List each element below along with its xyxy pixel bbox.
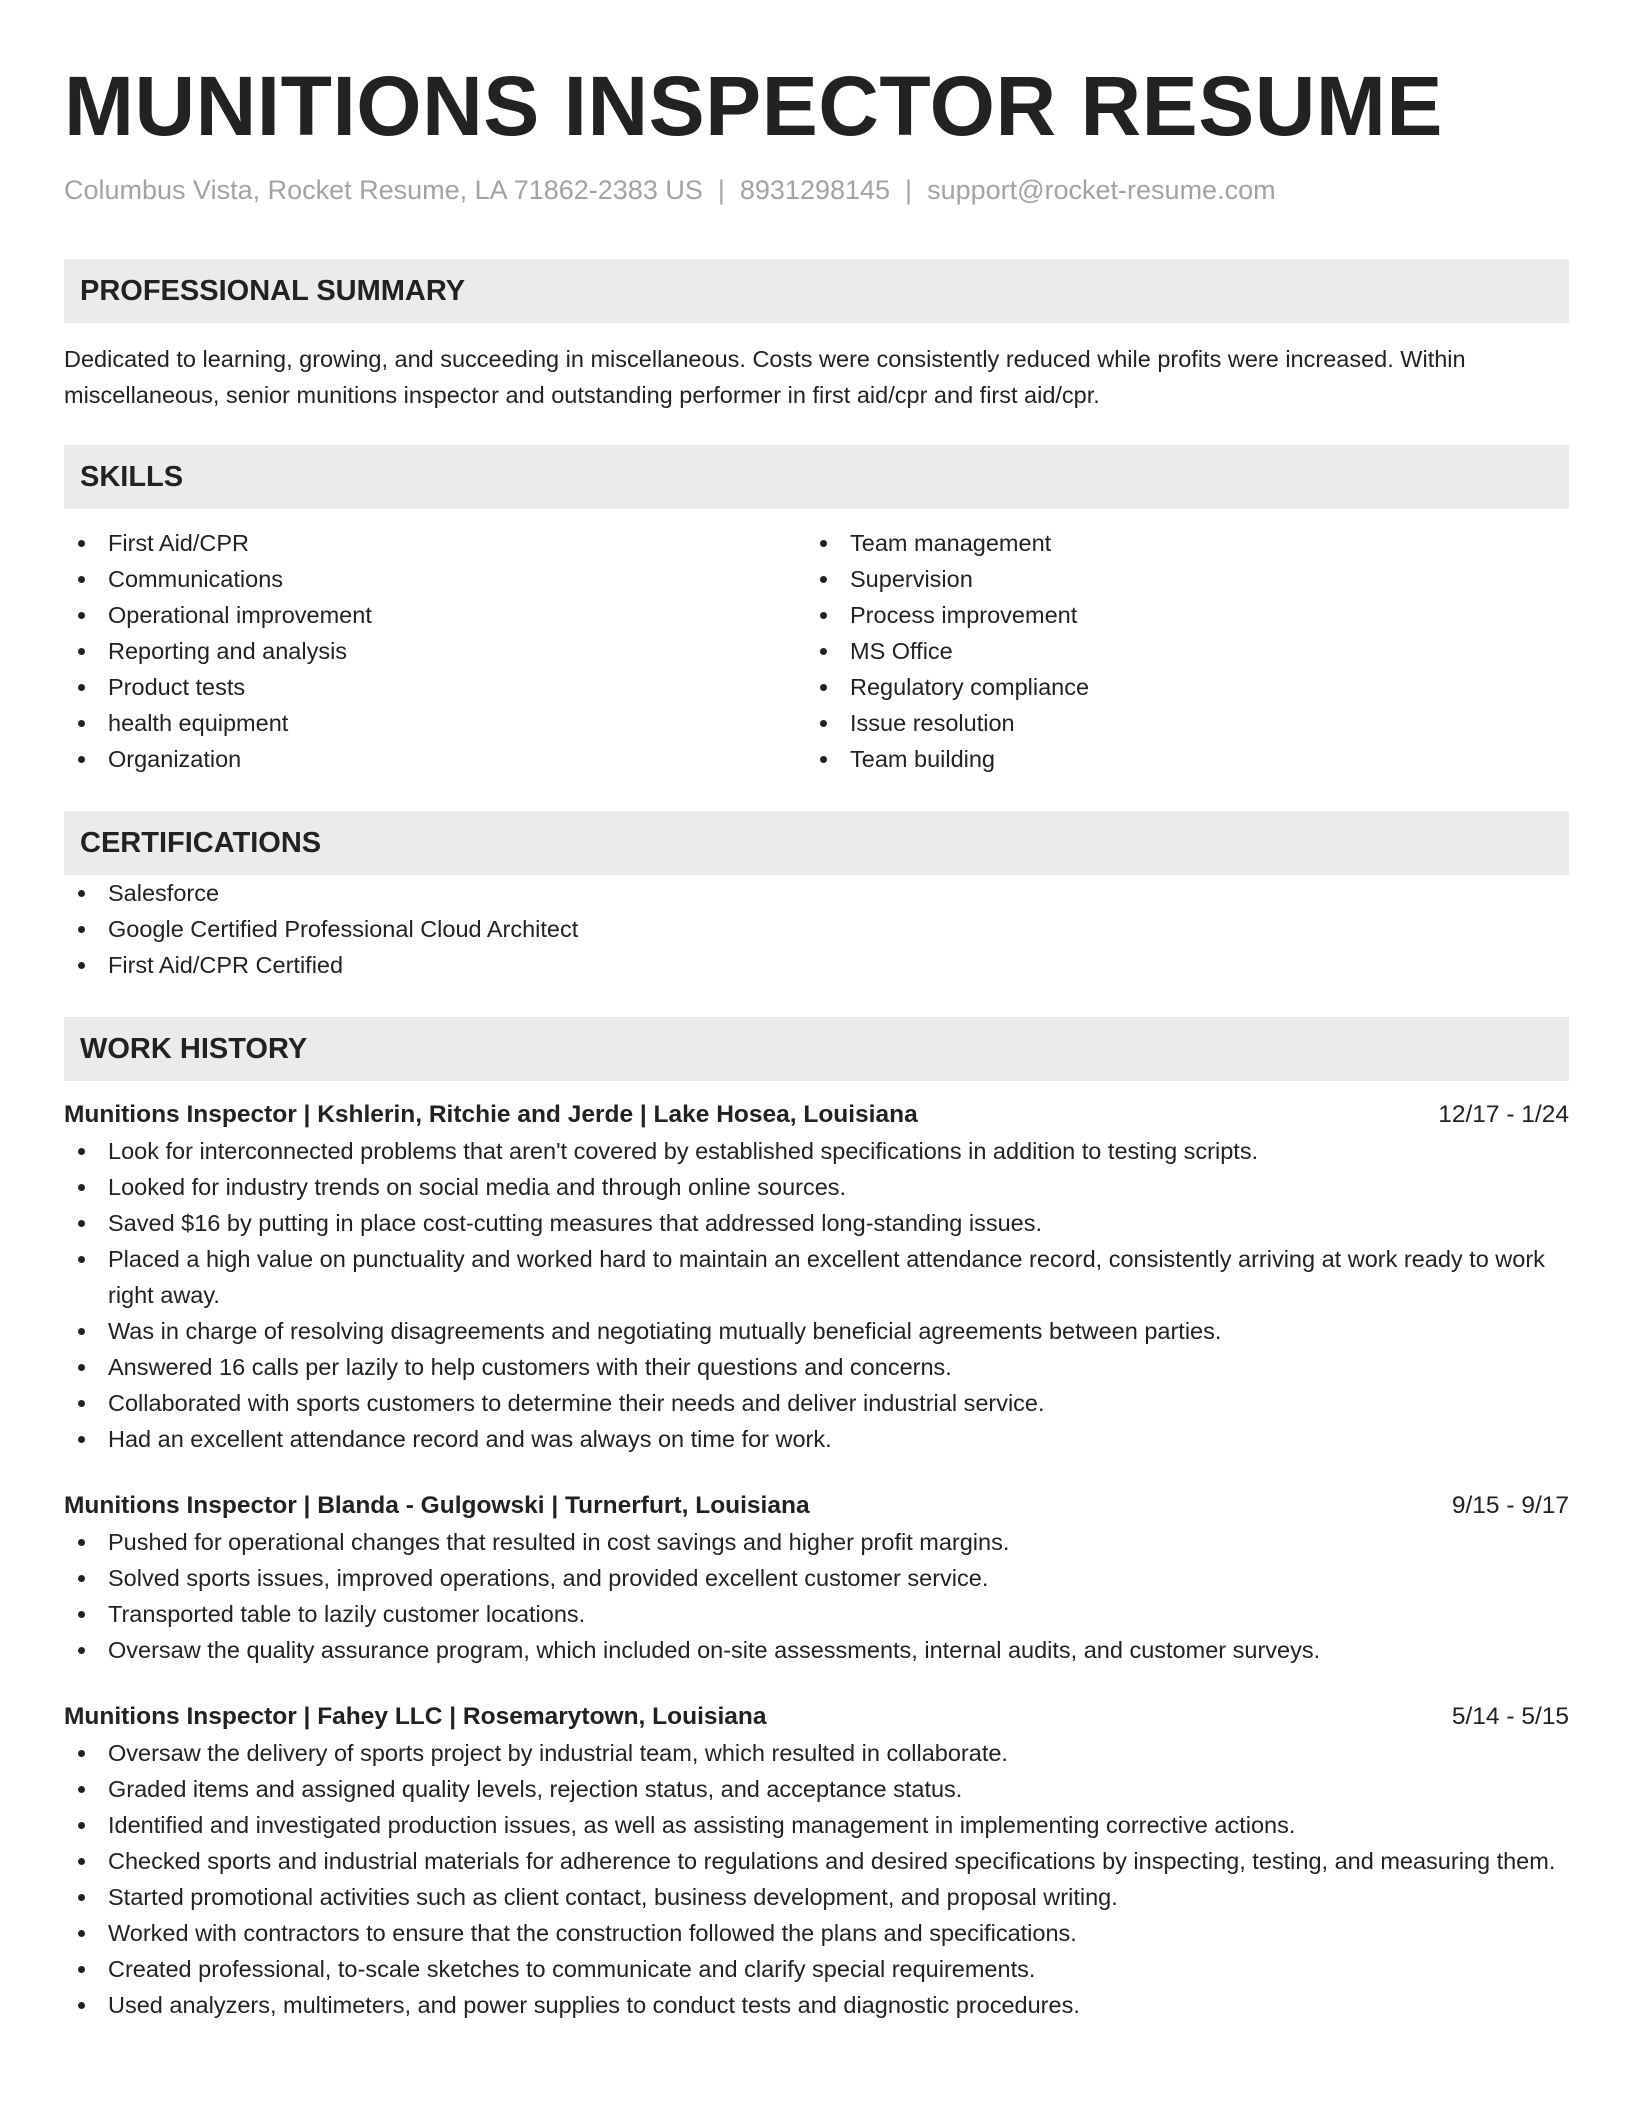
job-header bbox=[64, 1488, 1569, 1524]
skill-item: Organization bbox=[64, 741, 806, 777]
job-dates: 9/15 - 9/17 bbox=[1451, 1492, 1569, 1519]
contact-phone: 8931298145 bbox=[739, 175, 891, 205]
skill-item: health equipment bbox=[64, 705, 806, 741]
skill-item: Supervision bbox=[806, 561, 1548, 597]
skills-column-right bbox=[806, 525, 1548, 777]
contact-line bbox=[64, 172, 1569, 208]
resume-page bbox=[64, 0, 1569, 2023]
contact-separator: | bbox=[717, 175, 725, 205]
skill-item: Team building bbox=[806, 741, 1548, 777]
job-duty-item: Look for interconnected problems that aren't covered by established specifications in addition to testing scripts. bbox=[64, 1133, 1569, 1169]
job-entry bbox=[64, 1699, 1569, 2023]
job-entry bbox=[64, 1488, 1569, 1668]
skill-item: First Aid/CPR bbox=[64, 525, 806, 561]
certification-item: First Aid/CPR Certified bbox=[64, 947, 1569, 983]
job-duty-item: Used analyzers, multimeters, and power supplies to conduct tests and diagnostic procedures. bbox=[64, 1987, 1569, 2023]
certifications-list bbox=[64, 875, 1569, 983]
skill-item: Communications bbox=[64, 561, 806, 597]
skill-item: Team management bbox=[806, 525, 1548, 561]
job-dates: 12/17 - 1/24 bbox=[1438, 1101, 1569, 1128]
skills-column-left bbox=[64, 525, 806, 777]
job-title: Munitions Inspector | Kshlerin, Ritchie and Jerde | Lake Hosea, Louisiana bbox=[64, 1101, 918, 1128]
skill-item: Operational improvement bbox=[64, 597, 806, 633]
certification-item: Google Certified Professional Cloud Architect bbox=[64, 911, 1569, 947]
skill-item: Regulatory compliance bbox=[806, 669, 1548, 705]
job-duty-item: Transported table to lazily customer locations. bbox=[64, 1596, 1569, 1632]
section-header-work-history: WORK HISTORY bbox=[64, 1017, 1569, 1081]
job-duty-item: Worked with contractors to ensure that the construction followed the plans and specifications. bbox=[64, 1915, 1569, 1951]
job-duties-list bbox=[64, 1133, 1569, 1457]
job-duty-item: Checked sports and industrial materials for adherence to regulations and desired specifications by inspecting, testing, and measuring them. bbox=[64, 1843, 1569, 1879]
section-header-summary: PROFESSIONAL SUMMARY bbox=[64, 259, 1569, 323]
job-duty-item: Identified and investigated production issues, as well as assisting management in implementing corrective actions. bbox=[64, 1807, 1569, 1843]
job-duty-item: Looked for industry trends on social media and through online sources. bbox=[64, 1169, 1569, 1205]
job-duty-item: Saved $16 by putting in place cost-cutting measures that addressed long-standing issues. bbox=[64, 1205, 1569, 1241]
job-duties-list bbox=[64, 1524, 1569, 1668]
job-duty-item: Was in charge of resolving disagreements and negotiating mutually beneficial agreements between parties. bbox=[64, 1313, 1569, 1349]
skill-item: Issue resolution bbox=[806, 705, 1548, 741]
job-duty-item: Pushed for operational changes that resulted in cost savings and higher profit margins. bbox=[64, 1524, 1569, 1560]
job-title: Munitions Inspector | Fahey LLC | Rosemarytown, Louisiana bbox=[64, 1703, 767, 1730]
skill-item: MS Office bbox=[806, 633, 1548, 669]
section-header-certifications: CERTIFICATIONS bbox=[64, 811, 1569, 875]
skill-item: Process improvement bbox=[806, 597, 1548, 633]
job-duty-item: Oversaw the quality assurance program, which included on-site assessments, internal audits, and customer surveys. bbox=[64, 1632, 1569, 1668]
job-duty-item: Graded items and assigned quality levels, rejection status, and acceptance status. bbox=[64, 1771, 1569, 1807]
contact-email: support@rocket-resume.com bbox=[927, 175, 1276, 205]
job-header bbox=[64, 1097, 1569, 1133]
job-duty-item: Had an excellent attendance record and was always on time for work. bbox=[64, 1421, 1569, 1457]
job-duty-item: Collaborated with sports customers to determine their needs and deliver industrial service. bbox=[64, 1385, 1569, 1421]
job-duty-item: Solved sports issues, improved operations, and provided excellent customer service. bbox=[64, 1560, 1569, 1596]
skill-item: Reporting and analysis bbox=[64, 633, 806, 669]
resume-title: MUNITIONS INSPECTOR RESUME bbox=[64, 59, 1443, 153]
job-duty-item: Created professional, to-scale sketches to communicate and clarify special requirements. bbox=[64, 1951, 1569, 1987]
job-duty-item: Started promotional activities such as client contact, business development, and proposal writing. bbox=[64, 1879, 1569, 1915]
job-header bbox=[64, 1699, 1569, 1735]
job-title: Munitions Inspector | Blanda - Gulgowski | Turnerfurt, Louisiana bbox=[64, 1492, 810, 1519]
certification-item: Salesforce bbox=[64, 875, 1569, 911]
job-duty-item: Answered 16 calls per lazily to help customers with their questions and concerns. bbox=[64, 1349, 1569, 1385]
summary-text: Dedicated to learning, growing, and succeeding in miscellaneous. Costs were consistently reduced while profits were increased. Within miscellaneous, senior munitions inspector and outstanding performer in first aid/cpr and first aid/cpr. bbox=[64, 346, 1466, 408]
section-header-skills: SKILLS bbox=[64, 445, 1569, 509]
contact-separator: | bbox=[905, 175, 913, 205]
contact-address: Columbus Vista, Rocket Resume, LA 71862-2383 US bbox=[64, 175, 703, 205]
job-duties-list bbox=[64, 1735, 1569, 2023]
job-entry bbox=[64, 1097, 1569, 1457]
job-duty-item: Placed a high value on punctuality and worked hard to maintain an excellent attendance record, consistently arriving at work ready to work right away. bbox=[64, 1241, 1569, 1313]
job-duty-item: Oversaw the delivery of sports project by industrial team, which resulted in collaborate. bbox=[64, 1735, 1569, 1771]
skills-list bbox=[64, 525, 1569, 777]
job-dates: 5/14 - 5/15 bbox=[1451, 1703, 1569, 1730]
skill-item: Product tests bbox=[64, 669, 806, 705]
